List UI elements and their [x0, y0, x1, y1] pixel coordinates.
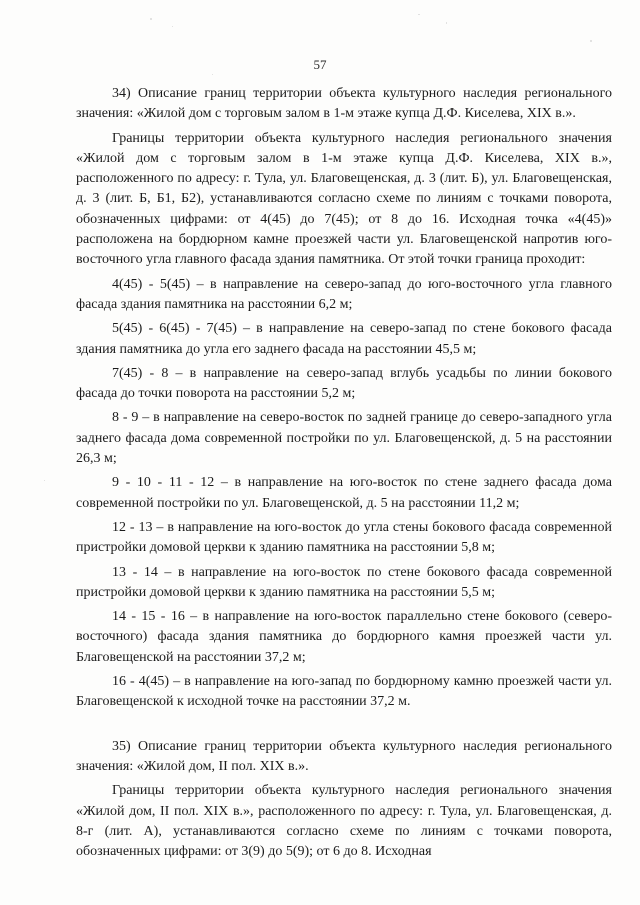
- section-35-intro: Границы территории объекта культурного наследия регионального значения «Жилой дом, II пол. XIX в.», расположенного по адресу: г. Тула, ул. Благовещенская, д. 8-г (лит. А), устанавливаются согласно схеме по линиям с точками поворота, обозначенных цифрами: от 3(9) до 5(9); от 6 до 8. Исходная: [76, 783, 612, 860]
- section-gap: [76, 713, 612, 733]
- boundary-segment: 8 - 9 – в направление на северо-восток по задней границе до северо-западного угла заднего фасада дома современной постройки по ул. Благовещенской, д. 5 на расстоянии 26,3 м;: [76, 410, 612, 467]
- boundary-segment: 13 - 14 – в направление на юго-восток по стене бокового фасада современной пристройки домовой церкви к зданию памятника на расстоянии 5,5 м;: [76, 564, 612, 600]
- boundary-segment: 14 - 15 - 16 – в направление на юго-восток параллельно стене бокового (северо-восточного) фасада здания памятника до бордюрного камня проезжей части ул. Благовещенской на расстоянии 37,2 м;: [76, 609, 612, 665]
- scan-speckle: [150, 18, 152, 20]
- scan-speckle: [44, 480, 45, 481]
- page-number: 57: [313, 57, 327, 72]
- section-34-intro: Границы территории объекта культурного наследия регионального значения «Жилой дом с торговым залом в 1-м этаже купца Д.Ф. Киселева, XIX в.», расположенного по адресу: г. Тула, ул. Благовещенская, д. 3 (лит. Б), ул. Благовещенская, д. 3 (лит. Б, Б1, Б2), устанавливаются согласно схеме по линиям с точками поворота, обозначенных цифрами: от 4(45) до 7(45); от 8 до 16. Исходная точка «4(45)» расположена на бордюрном камне проезжей части ул. Благовещенской напротив юго-восточного угла главного фасада здания памятника. От этой точки граница проходит:: [76, 130, 612, 268]
- document-body: [76, 84, 612, 862]
- scan-speckle: [172, 26, 173, 27]
- boundary-segment: 4(45) - 5(45) – в направление на северо-запад до юго-восточного угла главного фасада здания памятника на расстоянии 6,2 м;: [76, 276, 612, 312]
- scan-speckle: [212, 74, 213, 75]
- boundary-segment: 7(45) - 8 – в направление на северо-запад вглубь усадьбы по линии бокового фасада до точки поворота на расстоянии 5,2 м;: [76, 365, 612, 402]
- section-34-heading: 34) Описание границ территории объекта культурного наследия регионального значения: «Жилой дом с торговым залом в 1-м этаже купца Д.Ф. Киселева, XIX в.».: [76, 86, 612, 122]
- scan-speckle: [446, 22, 447, 24]
- boundary-segment: 5(45) - 6(45) - 7(45) – в направление на северо-запад по стене бокового фасада здания памятника до угла его заднего фасада на расстоянии 45,5 м;: [76, 321, 612, 357]
- scan-speckle: [418, 14, 420, 15]
- boundary-segment: 16 - 4(45) – в направление на юго-запад по бордюрному камню проезжей части ул. Благовещенской к исходной точке на расстоянии 37,2 м.: [76, 674, 612, 710]
- boundary-segment: 12 - 13 – в направление на юго-восток до угла стены бокового фасада современной пристройки домовой церкви к зданию памятника на расстоянии 5,8 м;: [76, 519, 612, 556]
- scan-speckle: [590, 40, 592, 42]
- boundary-segment: 9 - 10 - 11 - 12 – в направление на юго-восток по стене заднего фасада дома современной постройки по ул. Благовещенской, д. 5 на расстоянии 11,2 м;: [76, 475, 612, 511]
- section-35-heading: 35) Описание границ территории объекта культурного наследия регионального значения: «Жилой дом, II пол. XIX в.».: [76, 738, 612, 774]
